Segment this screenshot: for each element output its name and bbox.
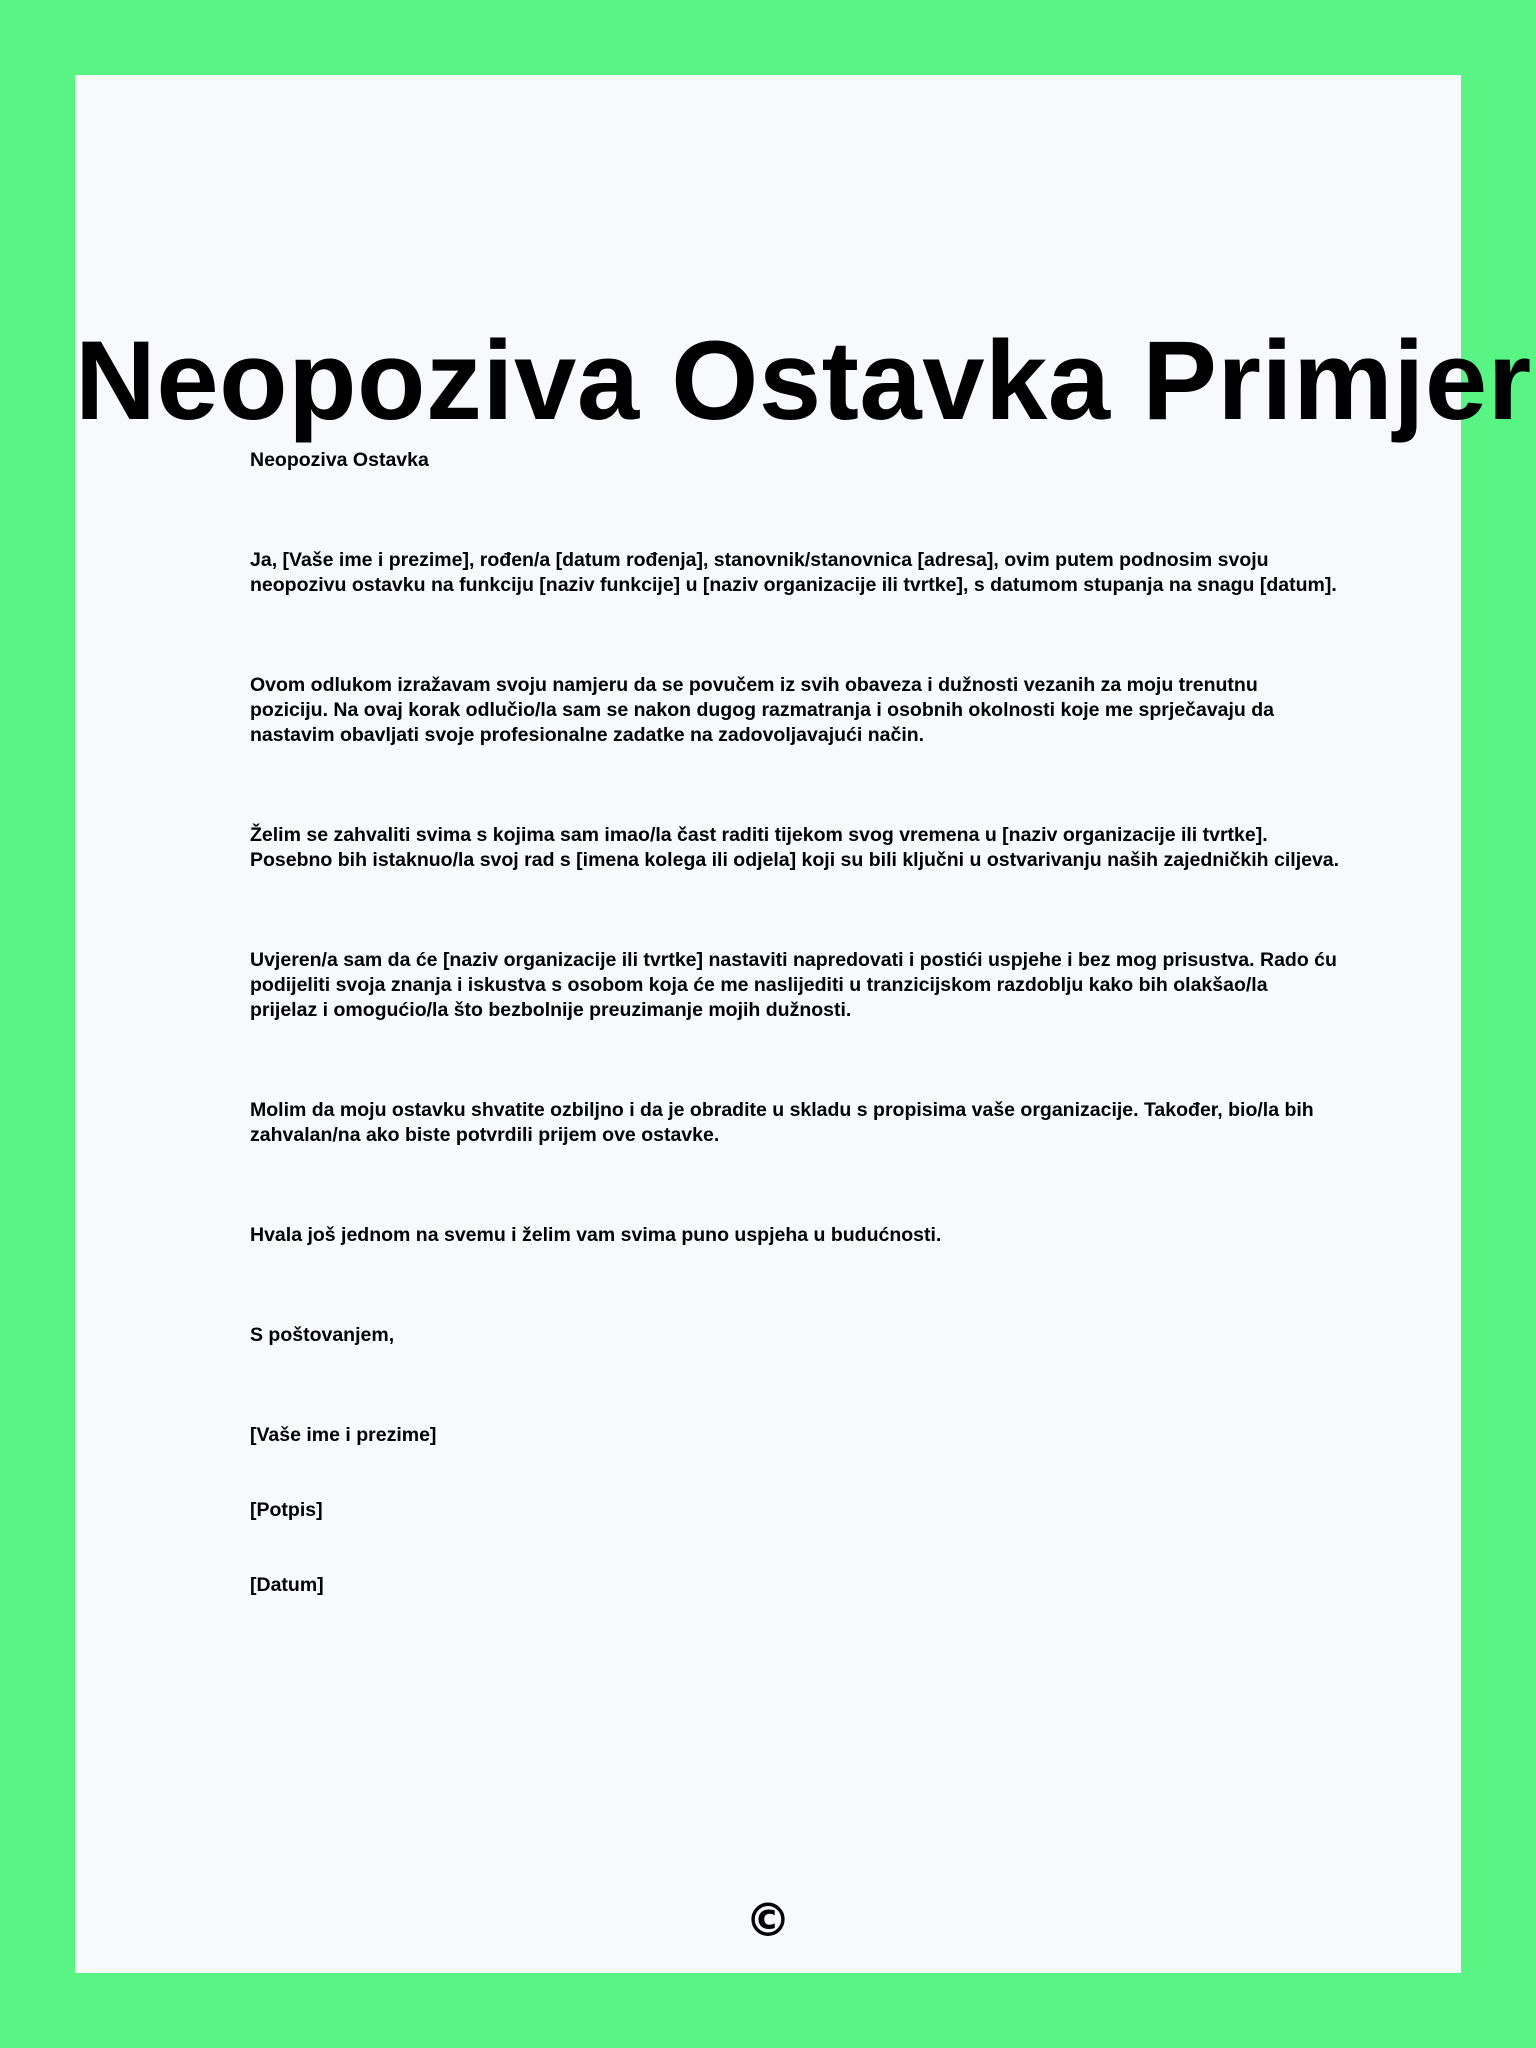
letter-paragraph: Želim se zahvaliti svima s kojima sam imao/la čast raditi tijekom svog vremena u [naziv organizacije ili tvrtke]. Posebno bih istaknuo/la svoj rad s [imena kolega ili odjela] koji su bili ključni u ostvarivanju naših zajedničkih ciljeva. — [250, 824, 1340, 871]
letter-paragraph: Ovom odlukom izražavam svoju namjeru da se povučem iz svih obaveza i dužnosti vezanih za moju trenutnu poziciju. Na ovaj korak odlučio/la sam se nakon dugog razmatranja i osobnih okolnosti koje me sprječavaju da nastavim obavljati svoje profesionalne zadatke na zadovoljavajući način. — [250, 674, 1275, 746]
page-title: Neopoziva Ostavka Primjer — [75, 318, 1532, 443]
letter-paragraph: Ja, [Vaše ime i prezime], rođen/a [datum rođenja], stanovnik/stanovnica [adresa], ovim putem podnosim svoju neopozivu ostavku na funkciju [naziv funkcije] u [naziv organizacije ili tvrtke], s datumom stupanja na snagu [datum]. — [250, 549, 1337, 596]
letter-paragraph: Uvjeren/a sam da će [naziv organizacije ili tvrtke] nastaviti napredovati i postići uspjehe i bez mog prisustva. Rado ću podijeliti svoja znanja i iskustva s osobom koja će me naslijediti u tranzicijskom razdoblju kako bih olakšao/la prijelaz i omogućio/la što bezbolnije preuzimanje mojih dužnosti. — [250, 949, 1337, 1021]
letter-paragraph: Hvala još jednom na svemu i želim vam svima puno uspjeha u budućnosti. — [250, 1224, 942, 1246]
copyright-icon: © — [745, 1893, 791, 1947]
signature-date: [Datum] — [250, 1574, 324, 1596]
letter-paragraph: Molim da moju ostavku shvatite ozbiljno i da je obradite u skladu s propisima vaše organizacije. Također, bio/la bih zahvalan/na ako biste potvrdili prijem ove ostavke. — [250, 1099, 1314, 1146]
document-page — [75, 75, 1532, 1973]
letter-closing: S poštovanjem, — [250, 1324, 395, 1346]
signature-name: [Vaše ime i prezime] — [250, 1424, 437, 1446]
letter-subject: Neopoziva Ostavka — [250, 449, 429, 471]
signature-line: [Potpis] — [250, 1499, 323, 1521]
letter-body — [250, 448, 1340, 1598]
